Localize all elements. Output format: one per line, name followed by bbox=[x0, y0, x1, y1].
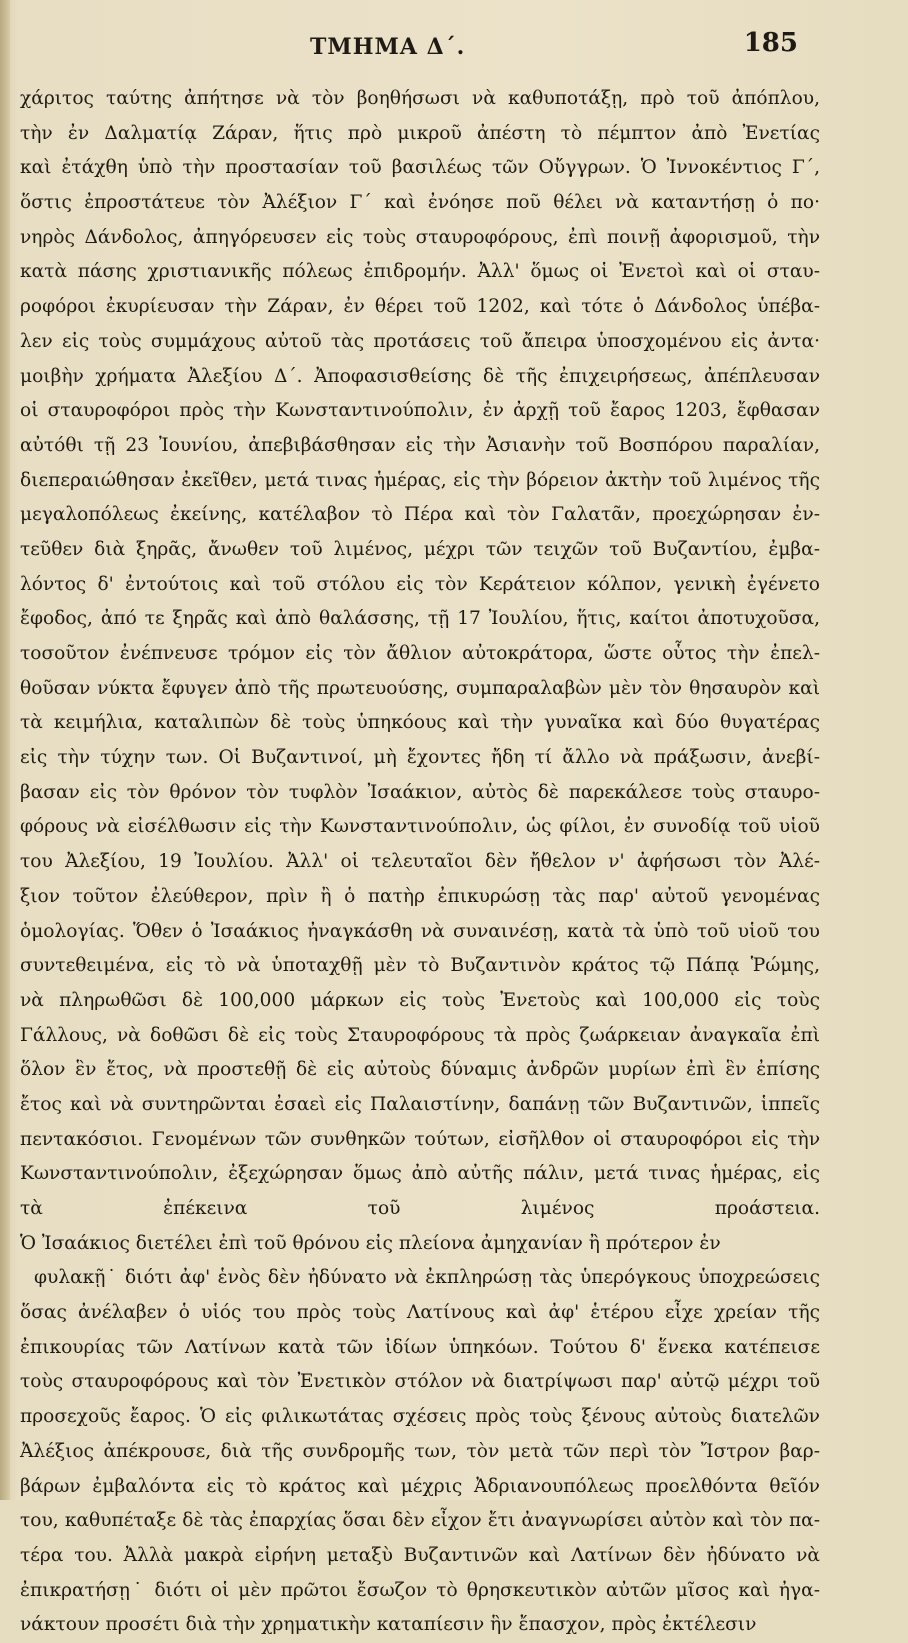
text-line: ὅλον ἓν ἔτος, νὰ προστεθῇ δὲ εἰς αὐτοὺς δύναμις ἀνδρῶν μυρίων ἐπὶ ἓν ἐπίσης bbox=[20, 1059, 820, 1081]
body-text bbox=[20, 82, 820, 1643]
text-line: του Ἀλεξίου, 19 Ἰουλίου. Ἀλλ' οἱ τελευταῖοι δὲν ἤθελον ν' ἀφήσωσι τὸν Ἀλέ- bbox=[20, 851, 820, 873]
text-line: Γάλλους, νὰ δοθῶσι δὲ εἰς τοὺς Σταυροφόρους τὰ πρὸς ζωάρκειαν ἀναγκαῖα ἐπὶ bbox=[20, 1024, 820, 1046]
text-line: προσεχοῦς ἔαρος. Ὁ εἰς φιλικωτάτας σχέσεις πρὸς τοὺς ξένους αὐτοὺς διατελῶν bbox=[20, 1406, 820, 1428]
text-line: Ἀλέξιος ἀπέκρουσε, διὰ τῆς συνδρομῆς των, τὸν μετὰ τῶν περὶ τὸν Ἴστρον βαρ- bbox=[20, 1440, 820, 1462]
text-line: νηρὸς Δάνδολος, ἀπηγόρευσεν εἰς τοὺς σταυροφόρους, ἐπὶ ποινῇ ἀφορισμοῦ, τὴν bbox=[20, 226, 820, 248]
text-line: ὁμολογίας. Ὅθεν ὁ Ἰσαάκιος ἠναγκάσθη νὰ συναινέσῃ, κατὰ τὰ ὑπὸ τοῦ υἱοῦ του bbox=[20, 920, 820, 942]
text-line: βάρων ἐμβαλόντα εἰς τὸ κράτος καὶ μέχρις Ἀδριανουπόλεως προελθόντα θεῖόν bbox=[20, 1475, 820, 1497]
text-line: διεπεραιώθησαν ἐκεῖθεν, μετά τινας ἡμέρας, εἰς τὴν βόρειον ἀκτὴν τοῦ λιμένος τῆς bbox=[20, 469, 820, 491]
text-line: εἰς τὴν τύχην των. Οἱ Βυζαντινοί, μὴ ἔχοντες ἤδη τί ἄλλο νὰ πράξωσιν, ἀνεβί- bbox=[20, 747, 820, 769]
text-line: χάριτος ταύτης ἀπήτησε νὰ τὸν βοηθήσωσι νὰ καθυποτάξῃ, πρὸ τοῦ ἀπόπλου, bbox=[20, 88, 820, 109]
text-line: τὴν ἐν Δαλματίᾳ Ζάραν, ἥτις πρὸ μικροῦ ἀπέστη τὸ πέμπτον ἀπὸ Ἐνετίας bbox=[20, 122, 820, 144]
text-line: νὰ πληρωθῶσι δὲ 100,000 μάρκων εἰς τοὺς Ἐνετοὺς καὶ 100,000 εἰς τοὺς bbox=[20, 989, 820, 1011]
text-line: Κωνσταντινούπολιν, ἐξεχώρησαν ὅμως ἀπὸ αὐτῆς πάλιν, μετά τινας ἡμέρας, εἰς bbox=[20, 1163, 820, 1185]
page-number: 185 bbox=[743, 28, 798, 58]
text-line: του, καθυπέταξε δὲ τὰς ἐπαρχίας ὅσαι δὲν εἶχον ἔτι ἀναγνωρίσει αὐτὸν καὶ τὸν πα- bbox=[20, 1510, 820, 1532]
text-line: μοιβὴν χρήματα Ἀλεξίου Δ΄. Ἀποφασισθείσης δὲ τῆς ἐπιχειρήσεως, ἀπέπλευσαν bbox=[20, 365, 820, 387]
text-line: ὅσας ἀνέλαβεν ὁ υἱός του πρὸς τοὺς Λατίνους καὶ ἀφ' ἑτέρου εἶχε χρείαν τῆς bbox=[20, 1302, 820, 1324]
text-line: ἔφοδος, ἀπό τε ξηρᾶς καὶ ἀπὸ θαλάσσης, τῇ 17 Ἰουλίου, ἥτις, καίτοι ἀποτυχοῦσα, bbox=[20, 608, 820, 630]
text-line: τοὺς σταυροφόρους καὶ τὸν Ἐνετικὸν στόλον νὰ διατρίψωσι παρ' αὐτῷ μέχρι τοῦ bbox=[20, 1371, 820, 1393]
text-line: τοσοῦτον ἐνέπνευσε τρόμον εἰς τὸν ἄθλιον αὐτοκράτορα, ὥστε οὗτος τὴν ἐπελ- bbox=[20, 643, 820, 664]
text-line: μεγαλοπόλεως ἐκείνης, κατέλαβον τὸ Πέρα καὶ τὸν Γαλατᾶν, προεχώρησαν ἐν- bbox=[20, 504, 820, 526]
text-line: καὶ ἐτάχθη ὑπὸ τὴν προστασίαν τοῦ βασιλέως τῶν Οὔγγρων. Ὁ Ἰννοκέντιος Γ΄, bbox=[20, 157, 820, 179]
text-line: τὰ κειμήλια, καταλιπὼν δὲ τοὺς ὑπηκόους καὶ τὴν γυναῖκα καὶ δύο θυγατέρας bbox=[20, 712, 820, 734]
text-line: βασαν εἰς τὸν θρόνον τὸν τυφλὸν Ἰσαάκιον, αὐτὸς δὲ παρεκάλεσε τοὺς σταυρο- bbox=[20, 781, 820, 803]
text-line: οἱ σταυροφόροι πρὸς τὴν Κωνσταντινούπολιν, ἐν ἀρχῇ τοῦ ἔαρος 1203, ἔφθασαν bbox=[20, 400, 820, 422]
text-line: θοῦσαν νύκτα ἔφυγεν ἀπὸ τῆς πρωτευούσης, συμπαραλαβὼν μὲν τὸν θησαυρὸν καὶ bbox=[20, 677, 820, 699]
text-line: ὅστις ἐπροστάτευε τὸν Ἀλέξιον Γ΄ καὶ ἐνόησε ποῦ θέλει νὰ καταντήσῃ ὁ πο· bbox=[20, 192, 820, 214]
text-line: πεντακόσιοι. Γενομένων τῶν συνθηκῶν τούτων, εἰσῆλθον οἱ σταυροφόροι εἰς τὴν bbox=[20, 1128, 820, 1150]
binding-edge bbox=[0, 0, 10, 1500]
text-line: τὰ ἐπέκεινα τοῦ λιμένος προάστεια. bbox=[20, 1198, 820, 1219]
text-line: συντεθειμένα, εἰς τὸ νὰ ὑποταχθῇ μὲν τὸ Βυζαντινὸν κράτος τῷ Πάπᾳ Ῥώμης, bbox=[20, 955, 820, 977]
text-line: νάκτουν προσέτι διὰ τὴν χρηματικὴν καταπίεσιν ἣν ἔπασχον, πρὸς ἐκτέλεσιν bbox=[20, 1614, 757, 1636]
text-line: Ὁ Ἰσαάκιος διετέλει ἐπὶ τοῦ θρόνου εἰς πλείονα ἀμηχανίαν ἢ πρότερον ἐν bbox=[20, 1232, 721, 1254]
text-line: ροφόροι ἐκυρίευσαν τὴν Ζάραν, ἐν θέρει τοῦ 1202, καὶ τότε ὁ Δάνδολος ὑπέβα- bbox=[20, 296, 820, 318]
text-line: ξιον τοῦτον ἐλεύθερον, πρὶν ἢ ὁ πατὴρ ἐπικυρώσῃ τὰς παρ' αὐτοῦ γενομένας bbox=[20, 885, 820, 907]
text-line: τεῦθεν διὰ ξηρᾶς, ἄνωθεν τοῦ λιμένος, μέχρι τῶν τειχῶν τοῦ Βυζαντίου, ἐμβα- bbox=[20, 538, 820, 560]
text-line: αὐτόθι τῇ 23 Ἰουνίου, ἀπεβιβάσθησαν εἰς τὴν Ἀσιανὴν τοῦ Βοσπόρου παραλίαν, bbox=[20, 434, 820, 456]
text-line: φυλακῇ˙ διότι ἀφ' ἑνὸς δὲν ἠδύνατο νὰ ἐκπληρώσῃ τὰς ὑπερόγκους ὑποχρεώσεις bbox=[34, 1267, 820, 1289]
text-line: ἔτος καὶ νὰ συντηρῶνται ἐσαεὶ εἰς Παλαιστίνην, δαπάνῃ τῶν Βυζαντινῶν, ἱππεῖς bbox=[20, 1093, 820, 1115]
text-line: λεν εἰς τοὺς συμμάχους αὐτοῦ τὰς προτάσεις τοῦ ἄπειρα ὑποσχομένου εἰς ἀντα· bbox=[20, 330, 820, 352]
page-header bbox=[0, 26, 908, 66]
text-line: ἐπικουρίας τῶν Λατίνων κατὰ τῶν ἰδίων ὑπηκόων. Τούτου δ' ἕνεκα κατέπεισε bbox=[20, 1336, 820, 1358]
text-line: ἐπικρατήσῃ˙ διότι οἱ μὲν πρῶτοι ἔσωζον τὸ θρησκευτικὸν αὐτῶν μῖσος καὶ ἠγα- bbox=[20, 1579, 820, 1601]
text-line: λόντος δ' ἐντούτοις καὶ τοῦ στόλου εἰς τὸν Κεράτειον κόλπον, γενικὴ ἐγένετο bbox=[20, 573, 820, 595]
text-line: φόρους νὰ εἰσέλθωσιν εἰς τὴν Κωνσταντινούπολιν, ὡς φίλοι, ἐν συνοδίᾳ τοῦ υἱοῦ bbox=[20, 816, 820, 838]
running-head: ΤΜΗΜΑ Δ΄. bbox=[310, 34, 466, 60]
text-line: τέρα του. Ἀλλὰ μακρὰ εἰρήνη μεταξὺ Βυζαντινῶν καὶ Λατίνων δὲν ἠδύνατο νὰ bbox=[20, 1544, 820, 1566]
text-line: κατὰ πάσης χριστιανικῆς πόλεως ἐπιδρομήν. Ἀλλ' ὅμως οἱ Ἐνετοὶ καὶ οἱ σταυ- bbox=[20, 261, 820, 283]
